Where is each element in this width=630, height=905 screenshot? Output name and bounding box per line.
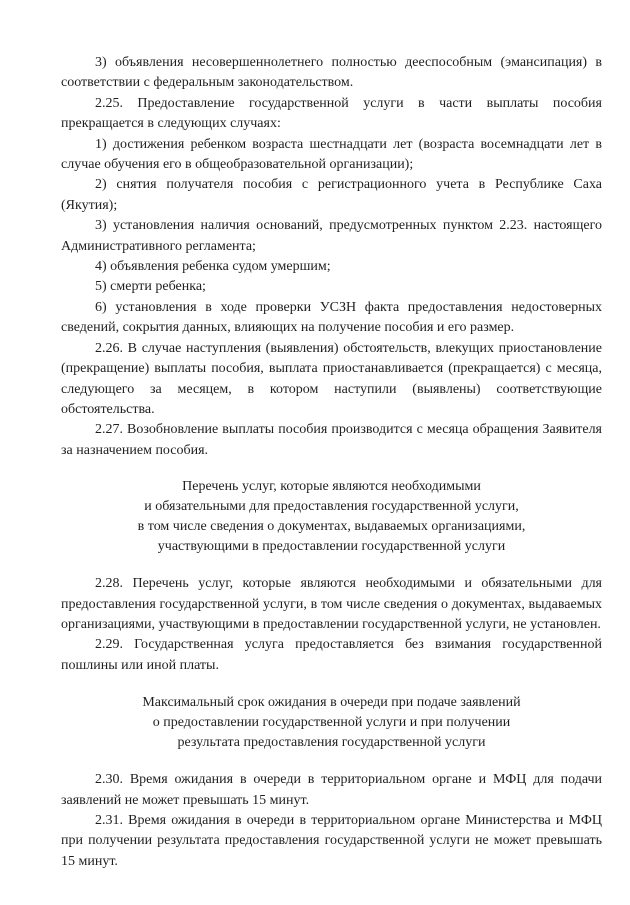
paragraph-2-29: 2.29. Государственная услуга предоставляется без взимания государственной пошлины или иной платы.	[61, 637, 602, 673]
paragraph-2-31: 2.31. Время ожидания в очереди в территориальном органе Министерства и МФЦ при получении результата предоставления государственной услуги не может превышать 15 минут.	[61, 812, 602, 869]
paragraph-2-26: 2.26. В случае наступления (выявления) обстоятельств, влекущих приостановление (прекращение) выплаты пособия, выплата приостанавливается (прекращается) с месяца, следующего за месяцем, в котором наступили (выявлены) соответствующие обстоятельства.	[61, 340, 602, 417]
list-item-1: 1) достижения ребенком возраста шестнадцати лет (возраста восемнадцати лет в случае обучения его в общеобразовательной организации);	[61, 136, 602, 173]
section-heading-waiting-time: Максимальный срок ожидания в очереди при подаче заявлений о предоставлении государственной услуги и при получении результата предоставления государственной услуги	[142, 695, 521, 751]
list-item-5: 5) смерти ребенка;	[95, 279, 206, 295]
paragraph-2-25: 2.25. Предоставление государственной услуги в части выплаты пособия прекращается в следующих случаях:	[61, 95, 602, 132]
list-item-6: 6) установления в ходе проверки УСЗН факта предоставления недостоверных сведений, сокрытия данных, влияющих на получение пособия и его размер.	[61, 299, 602, 336]
list-item-2: 2) снятия получателя пособия с регистрационного учета в Республике Саха (Якутия);	[61, 177, 602, 213]
paragraph-3-emancipation: 3) объявления несовершеннолетнего полностью дееспособным (эмансипация) в соответствии с федеральным законодательством.	[61, 55, 602, 91]
list-item-3: 3) установления наличия оснований, предусмотренных пунктом 2.23. настоящего Административного регламента;	[61, 218, 602, 254]
paragraph-2-28: 2.28. Перечень услуг, которые являются необходимыми и обязательными для предоставления государственной услуги, в том числе сведения о документах, выдаваемых организациями, участвующими в предоставлении государственной услуги, не установлен.	[61, 576, 602, 632]
document-body	[61, 53, 602, 872]
section-heading-services: Перечень услуг, которые являются необходимыми и обязательными для предоставления государственной услуги, в том числе сведения о документах, выдаваемых организациями, участвующими в предоставлении государственной услуги	[137, 479, 526, 555]
paragraph-2-30: 2.30. Время ожидания в очереди в территориальном органе и МФЦ для подачи заявлений не может превышать 15 минут.	[61, 772, 602, 808]
paragraph-2-27: 2.27. Возобновление выплаты пособия производится с месяца обращения Заявителя за назначением пособия.	[61, 422, 602, 458]
list-item-4: 4) объявления ребенка судом умершим;	[95, 259, 331, 275]
